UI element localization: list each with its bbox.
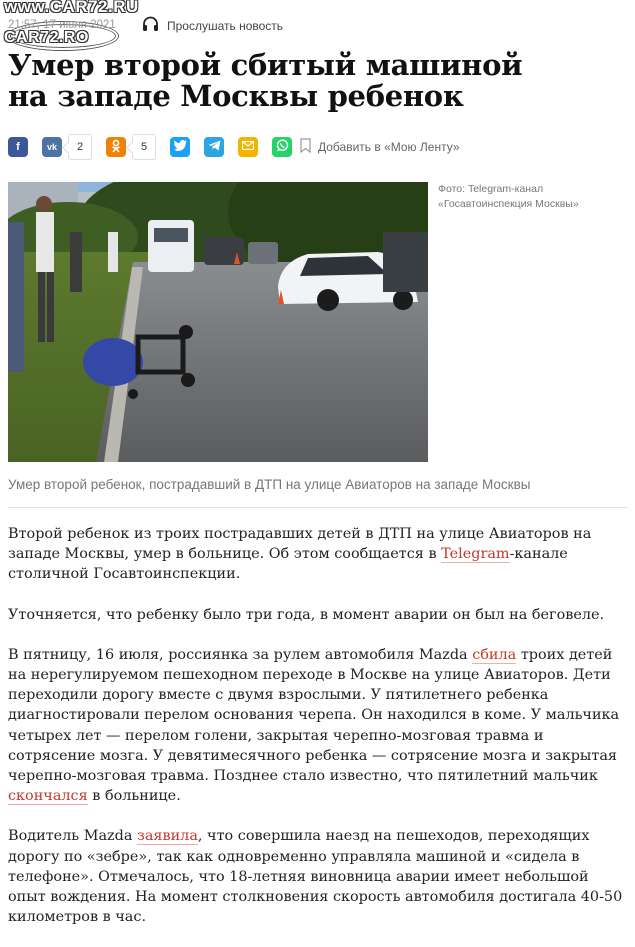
add-to-feed-button[interactable] xyxy=(300,138,460,156)
article-headline: Умер второй сбитый машиной на западе Москвы ребенок xyxy=(8,48,523,113)
email-icon xyxy=(242,141,254,153)
divider xyxy=(8,507,628,508)
listen-button[interactable] xyxy=(142,16,283,35)
paragraph-text: Водитель Mazda xyxy=(8,828,137,845)
paragraph-text: -канале столичной Госавтоинспекции. xyxy=(8,546,568,583)
whatsapp-share-button[interactable] xyxy=(272,137,292,157)
vk-share-button[interactable] xyxy=(42,137,62,157)
share-bar xyxy=(8,133,460,161)
article-body xyxy=(8,524,630,947)
vk-share-count: 2 xyxy=(68,134,92,160)
add-to-feed-label: Добавить в «Мою Ленту» xyxy=(318,140,460,154)
bookmark-icon xyxy=(300,138,311,156)
headphones-icon xyxy=(142,16,159,35)
facebook-icon: f xyxy=(16,141,20,153)
odnoklassniki-icon xyxy=(110,139,122,156)
article-photo xyxy=(8,182,428,462)
paragraph-text: в больнице. xyxy=(87,788,181,805)
article-paragraph xyxy=(8,524,630,585)
email-share-button[interactable] xyxy=(238,137,258,157)
paragraph-text: , что совершила наезд на пешеходов, переходящих дорогу по «зебре», так как одновременно управляла машиной и «сидела в телефоне». Отмечалось, что 18-летняя виновница аварии имеет небольшой опыт вождения. На момент столкновения скорость автомобиля достигала 40-50 километров в час. xyxy=(8,828,623,926)
died-link[interactable]: скончался xyxy=(8,788,88,805)
photo-credit: Фото: Telegram-канал «Госавтоинспекция Москвы» xyxy=(438,183,579,210)
telegram-link[interactable]: Telegram xyxy=(441,546,510,563)
telegram-share-button[interactable] xyxy=(204,137,224,157)
paragraph-text: Второй ребенок из троих пострадавших детей в ДТП на улице Авиаторов на западе Москвы, умер в больнице. Об этом сообщается в xyxy=(8,526,592,563)
hit-link[interactable]: сбила xyxy=(472,646,517,663)
whatsapp-icon xyxy=(276,139,289,155)
facebook-share-button[interactable] xyxy=(8,137,28,157)
paragraph-text: троих детей на нерегулируемом пешеходном переходе в Москве на улице Авиаторов. Дети переходили дорогу вместе с двумя взрослыми. У пятилетнего ребенка диагностировали перелом основания черепа. Он находился в коме. У мальчика четырех лет — перелом голени, закрытая черепно-мозговая травма и сотрясение мозга. У девятимесячного ребенка — сотрясение мозга и закрытая черепно-мозговая травма. Позднее стало известно, что пятилетний мальчик xyxy=(8,646,620,785)
vk-icon: vk xyxy=(46,142,57,152)
twitter-icon xyxy=(174,140,187,154)
paragraph-text: В пятницу, 16 июля, россиянка за рулем автомобиля Mazda xyxy=(8,646,473,663)
odnoklassniki-share-count: 5 xyxy=(132,134,156,160)
twitter-share-button[interactable] xyxy=(170,137,190,157)
photo-caption: Умер второй ребенок, пострадавший в ДТП на улице Авиаторов на западе Москвы xyxy=(8,477,531,492)
publish-datetime: 21:57, 17 июля 2021 xyxy=(8,19,116,31)
article-paragraph xyxy=(8,645,630,807)
article-paragraph xyxy=(8,826,630,927)
odnoklassniki-share-button[interactable] xyxy=(106,137,126,157)
watermark-url: www.CAR72.RU xyxy=(4,0,139,16)
watermark-logo: CAR72.RO xyxy=(4,29,89,46)
stated-link[interactable]: заявила xyxy=(136,828,198,845)
article-paragraph: Уточняется, что ребенку было три года, в момент аварии он был на беговеле. xyxy=(8,606,605,623)
telegram-icon xyxy=(208,140,221,154)
listen-label: Прослушать новость xyxy=(167,18,284,33)
